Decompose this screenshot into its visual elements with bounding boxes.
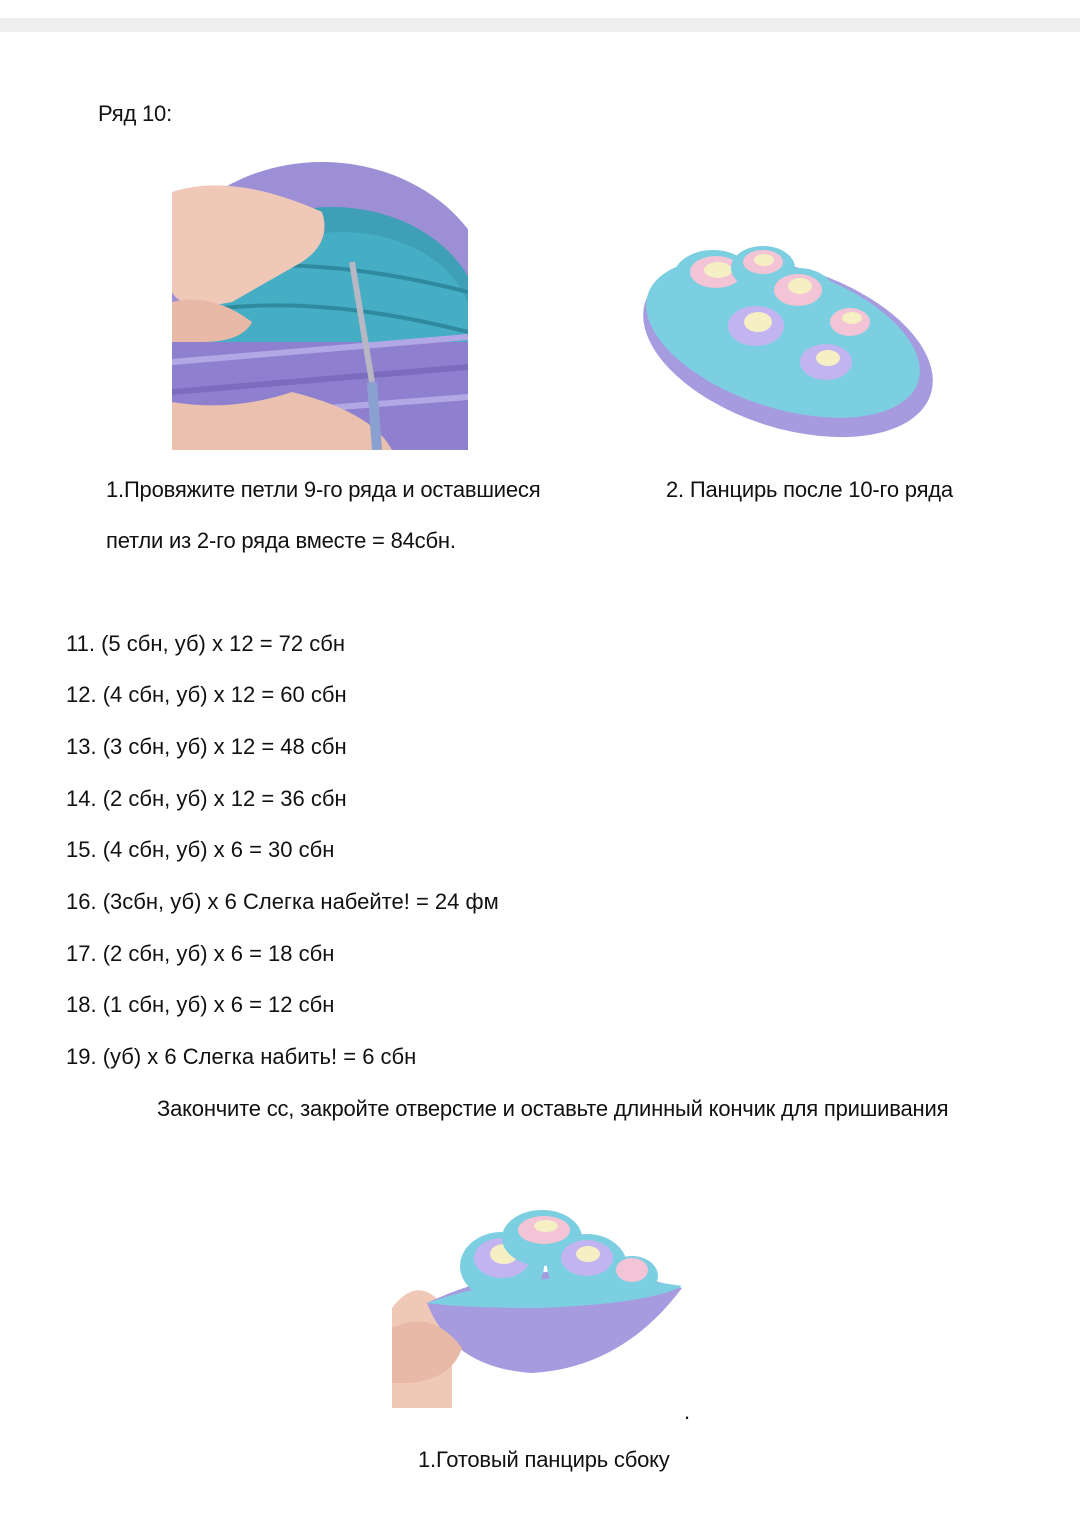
row-16: 16. (3сбн, уб) х 6 Слегка набейте! = 24 фм: [66, 889, 499, 914]
closing-instruction: Закончите сс, закройте отверстие и оставьте длинный кончик для пришивания: [157, 1096, 949, 1121]
top-bar: [0, 18, 1080, 32]
photo-shell-after-row-10: [638, 238, 938, 448]
dot-mark: .: [684, 1399, 690, 1424]
row-14: 14. (2 сбн, уб) х 12 = 36 сбн: [66, 786, 347, 811]
photo-crocheting-row-10: [172, 152, 468, 450]
row-12: 12. (4 сбн, уб) х 12 = 60 сбн: [66, 682, 347, 707]
caption-photo1-line2: петли из 2-го ряда вместе = 84сбн.: [106, 528, 456, 553]
row-heading: Ряд 10:: [98, 101, 172, 126]
caption-photo3: 1.Готовый панцирь сбоку: [418, 1447, 670, 1472]
row-18: 18. (1 сбн, уб) х 6 = 12 сбн: [66, 992, 335, 1017]
row-19: 19. (уб) х 6 Слегка набить! = 6 сбн: [66, 1044, 417, 1069]
caption-photo2: 2. Панцирь после 10-го ряда: [666, 477, 953, 502]
row-17: 17. (2 сбн, уб) х 6 = 18 сбн: [66, 941, 335, 966]
row-11: 11. (5 сбн, уб) х 12 = 72 сбн: [66, 631, 345, 656]
row-13: 13. (3 сбн, уб) х 12 = 48 сбн: [66, 734, 347, 759]
caption-photo1-line1: 1.Провяжите петли 9-го ряда и оставшиеся: [106, 477, 541, 502]
row-15: 15. (4 сбн, уб) х 6 = 30 сбн: [66, 837, 335, 862]
photo-finished-shell-side: [392, 1208, 684, 1408]
